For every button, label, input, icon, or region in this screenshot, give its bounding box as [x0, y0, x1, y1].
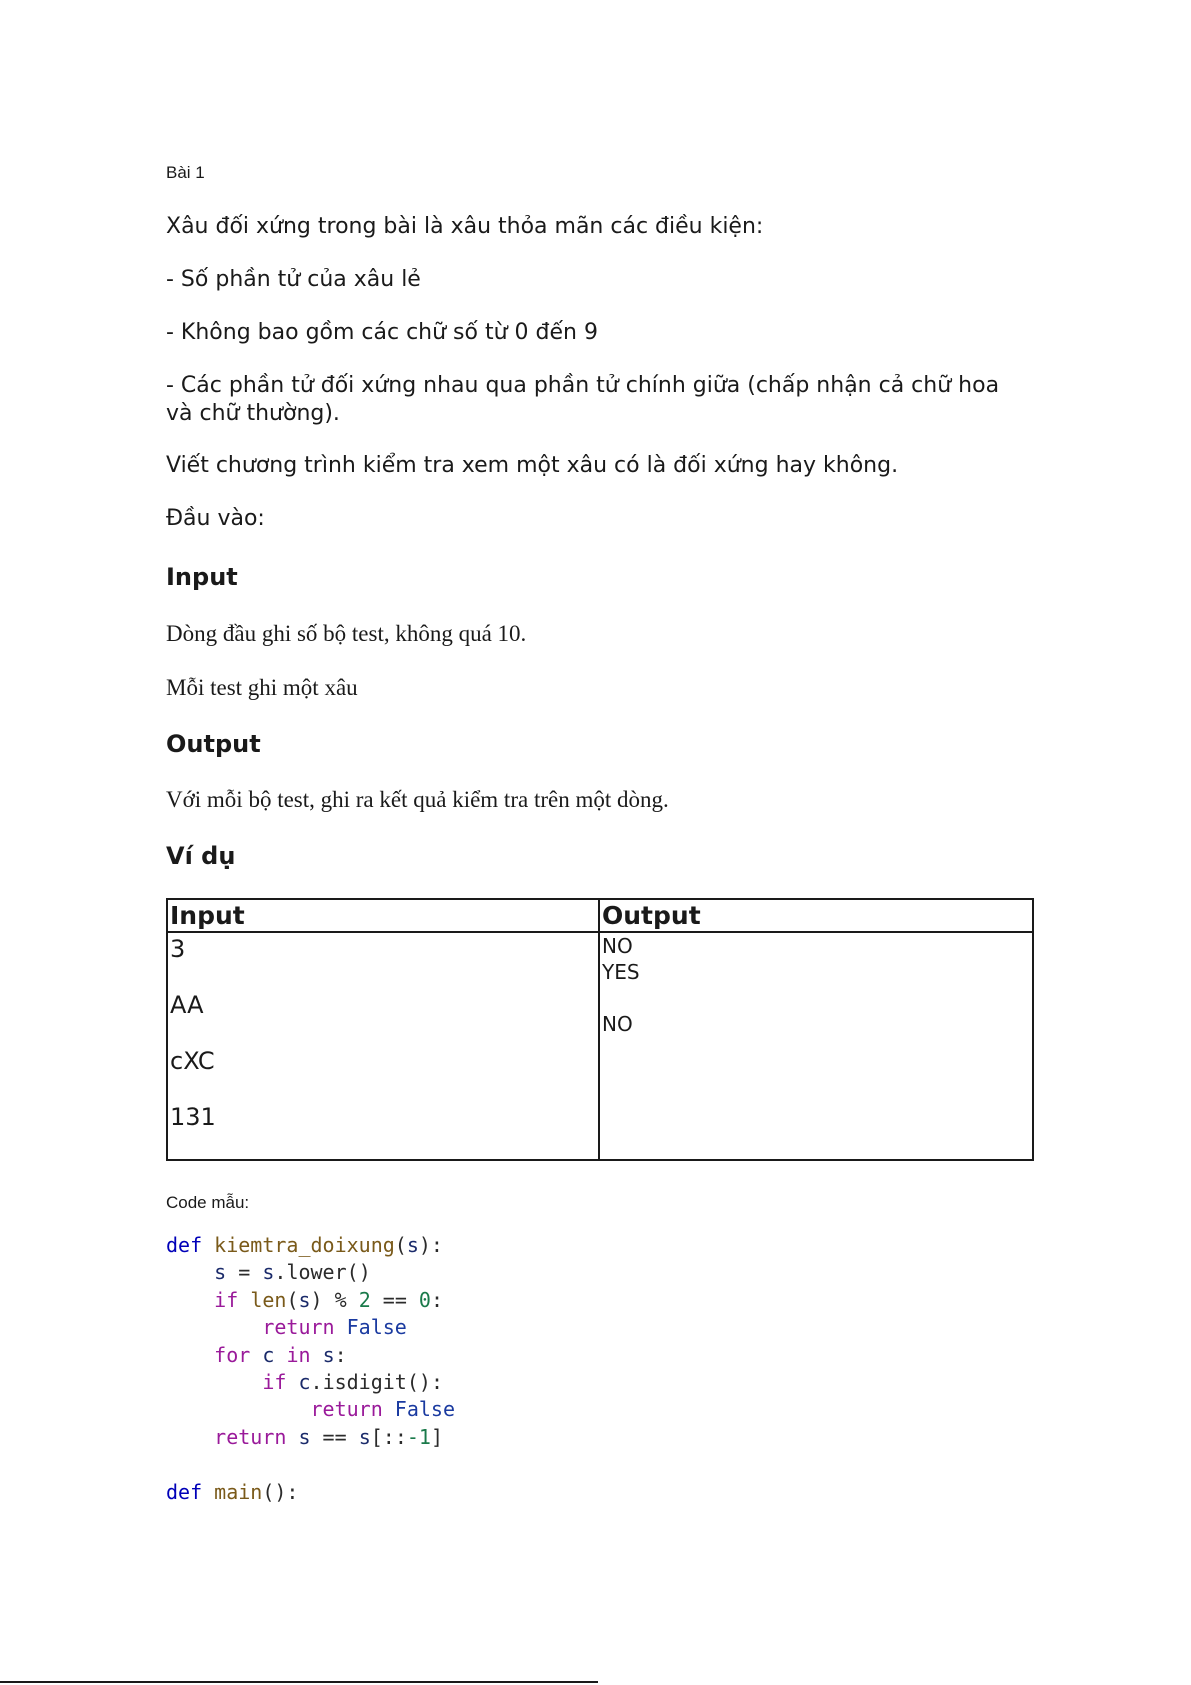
code-constant: False	[346, 1315, 407, 1340]
code-method: isdigit	[322, 1370, 407, 1395]
code-var: s	[322, 1342, 335, 1367]
code-constant: False	[394, 1397, 456, 1422]
input-heading: Input	[166, 563, 238, 591]
output-line: Với mỗi bộ test, ghi ra kết quả kiểm tra trên một dòng.	[166, 787, 669, 812]
code-var: s	[298, 1424, 311, 1449]
table-header-input: Input	[167, 899, 599, 932]
output-heading: Output	[166, 730, 261, 758]
code-label: Code mẫu:	[166, 1193, 250, 1212]
input-intro: Đầu vào:	[166, 506, 265, 531]
table-header-output: Output	[599, 899, 1033, 932]
code-keyword: for	[214, 1342, 251, 1367]
input-value: 131	[170, 1103, 216, 1131]
table-output-cell	[599, 932, 1033, 1160]
code-function-name: kiemtra_doixung	[214, 1233, 395, 1257]
code-var: s	[298, 1287, 311, 1312]
input-value: AA	[170, 991, 204, 1019]
example-table	[166, 898, 1034, 1161]
exercise-label: Bài 1	[166, 163, 205, 182]
code-keyword: def	[166, 1479, 203, 1504]
code-number: -1	[406, 1424, 431, 1449]
code-number: 2	[358, 1287, 371, 1312]
code-builtin: len	[250, 1287, 287, 1312]
code-function-name: main	[214, 1479, 263, 1504]
footer-rule	[0, 1681, 598, 1683]
input-line-2: Mỗi test ghi một xâu	[166, 675, 358, 700]
code-var: c	[298, 1370, 311, 1395]
input-value: cXC	[170, 1047, 215, 1075]
condition-1: - Số phần tử của xâu lẻ	[166, 267, 421, 292]
input-value: 3	[170, 935, 186, 963]
code-var: s	[406, 1233, 419, 1257]
intro-text: Xâu đối xứng trong bài là xâu thỏa mãn các điều kiện:	[166, 214, 764, 239]
code-keyword: if	[214, 1287, 239, 1312]
output-value: YES	[602, 960, 640, 984]
output-value: NO	[602, 934, 633, 958]
code-var: s	[262, 1260, 275, 1285]
condition-3: - Các phần tử đối xứng nhau qua phần tử chính giữa (chấp nhận cả chữ hoa và chữ thường).	[166, 373, 1000, 426]
output-value	[602, 985, 1030, 1011]
code-keyword: return	[262, 1315, 335, 1340]
output-value: NO	[602, 1012, 633, 1036]
code-number: 0	[418, 1287, 431, 1312]
code-keyword: if	[262, 1370, 287, 1395]
task-text: Viết chương trình kiểm tra xem một xâu có là đối xứng hay không.	[166, 453, 899, 478]
code-method: lower	[286, 1260, 347, 1285]
code-keyword: return	[214, 1424, 287, 1449]
code-var: s	[214, 1260, 227, 1285]
code-block: def kiemtra_doixung(s): s = s.lower() if len(s) % 2 == 0: return False for c in s: if c.isdigit(): return False return s == s[::-1] def main():	[166, 1233, 456, 1504]
code-var: c	[262, 1342, 275, 1367]
input-line-1: Dòng đầu ghi số bộ test, không quá 10.	[166, 621, 527, 646]
table-input-cell	[167, 932, 599, 1160]
example-heading: Ví dụ	[166, 842, 236, 870]
code-var: s	[358, 1424, 371, 1449]
condition-2: - Không bao gồm các chữ số từ 0 đến 9	[166, 320, 598, 345]
code-keyword: return	[310, 1397, 383, 1422]
code-keyword: def	[166, 1233, 203, 1257]
code-keyword: in	[286, 1342, 311, 1367]
